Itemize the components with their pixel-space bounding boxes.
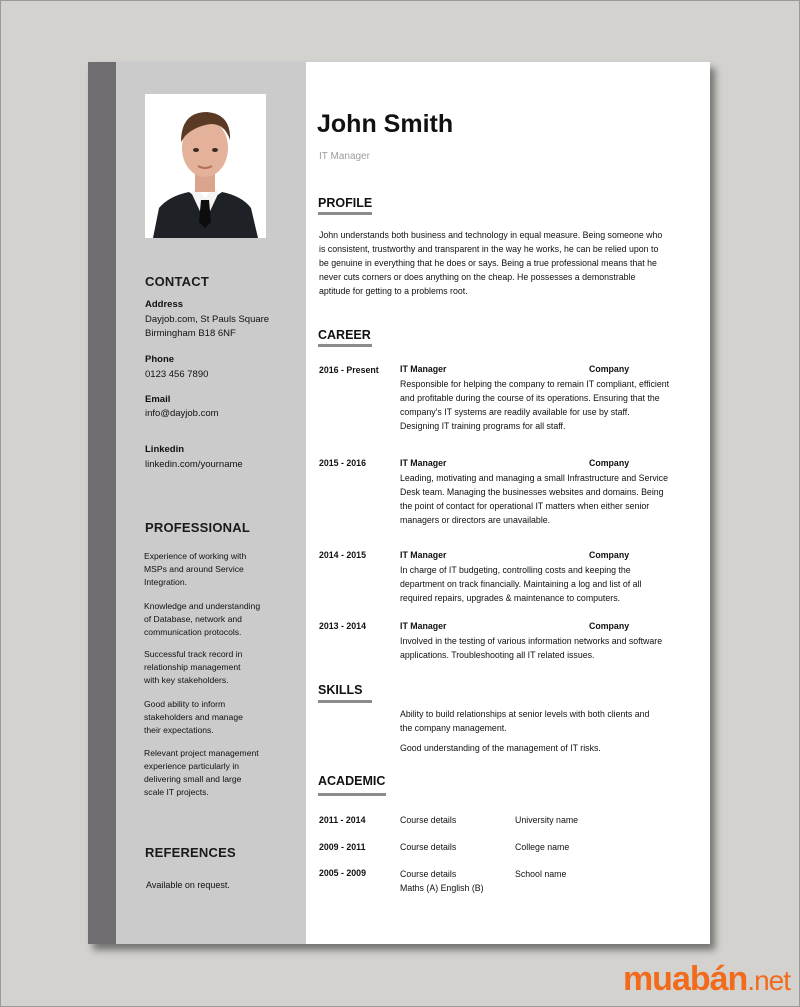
- job-years: 2016 - Present: [319, 365, 379, 375]
- professional-item: Successful track record in relationship management with key stakeholders.: [144, 649, 243, 685]
- email-label: Email: [145, 394, 171, 405]
- sidebar-strip: [88, 62, 116, 944]
- career-heading: CAREER: [318, 328, 371, 342]
- professional-heading: PROFESSIONAL: [145, 520, 250, 535]
- candidate-name: John Smith: [317, 110, 454, 138]
- job-company: Company: [589, 458, 630, 468]
- job-title: IT Manager: [400, 550, 447, 560]
- person-portrait-icon: [145, 94, 266, 238]
- job-company: Company: [589, 550, 630, 560]
- resume-page: [88, 62, 710, 944]
- phone-label: Phone: [145, 354, 175, 365]
- skill-item: Ability to build relationships at senior levels with both clients and the company management.: [400, 709, 650, 733]
- academic-course: Course details: [400, 842, 457, 852]
- job-description: Involved in the testing of various information networks and software applications. Troubleshooting all IT related issues.: [400, 636, 663, 660]
- job-company: Company: [589, 364, 630, 374]
- skill-item: Good understanding of the management of IT risks.: [400, 743, 601, 753]
- address-label: Address: [145, 299, 184, 310]
- references-text: Available on request.: [146, 880, 230, 890]
- professional-item: Good ability to inform stakeholders and manage their expectations.: [144, 699, 243, 735]
- academic-school: University name: [515, 815, 579, 825]
- academic-school: School name: [515, 869, 567, 879]
- job-company: Company: [589, 621, 630, 631]
- address-value: Dayjob.com, St Pauls Square Birmingham B18 6NF: [145, 314, 270, 339]
- skills-heading: SKILLS: [318, 683, 363, 697]
- profile-photo: [145, 94, 266, 238]
- job-title: IT Manager: [400, 364, 447, 374]
- academic-course: Course details: [400, 815, 457, 825]
- profile-underline: [318, 212, 372, 215]
- job-title: IT Manager: [400, 458, 447, 468]
- phone-value: 0123 456 7890: [145, 369, 209, 380]
- candidate-role: IT Manager: [319, 151, 370, 162]
- job-title: IT Manager: [400, 621, 447, 631]
- watermark-suffix: .net: [747, 965, 790, 996]
- job-description: Responsible for helping the company to remain IT compliant, efficient and profitable during the course of its operations. Ensuring that the company's IT systems are readily available for use by staff. Designing IT training programs for all staff.: [400, 379, 670, 431]
- job-years: 2014 - 2015: [319, 550, 366, 560]
- linkedin-label: Linkedin: [145, 444, 185, 455]
- watermark-brand: muabán: [622, 960, 748, 998]
- academic-years: 2009 - 2011: [319, 842, 366, 852]
- job-years: 2015 - 2016: [319, 458, 366, 468]
- profile-text: John understands both business and technology in equal measure. Being someone who is consistent, trustworthy and transparent in the way he works, he can be relied upon to be genuine in everything that he does or says. Being a true professional means that he never cuts corners or does anything on the cheap. He possesses a demonstrable aptitude for getting to a problems root.: [319, 230, 663, 296]
- academic-grades: Maths (A) English (B): [400, 883, 484, 893]
- contact-heading: CONTACT: [145, 274, 209, 289]
- academic-heading: ACADEMIC: [318, 774, 386, 788]
- references-heading: REFERENCES: [145, 845, 236, 860]
- watermark-logo: [623, 960, 790, 999]
- linkedin-value: linkedin.com/yourname: [145, 459, 243, 470]
- professional-item: Knowledge and understanding of Database, network and communication protocols.: [144, 601, 261, 637]
- skills-underline: [318, 700, 372, 703]
- email-value: info@dayjob.com: [145, 408, 219, 419]
- professional-item: Experience of working with MSPs and around Service Integration.: [144, 551, 247, 587]
- career-underline: [318, 344, 372, 347]
- profile-heading: PROFILE: [318, 196, 373, 210]
- academic-underline: [318, 793, 386, 796]
- job-years: 2013 - 2014: [319, 621, 366, 631]
- job-description: In charge of IT budgeting, controlling costs and keeping the department on track financially. Maintaining a log and list of all required repairs, upgrades & maintenance to computers.: [400, 565, 642, 603]
- job-description: Leading, motivating and managing a small Infrastructure and Service Desk team. Managing the businesses websites and domains. Being the point of contact for operational IT matters when either senior managers or directors are unavailable.: [400, 473, 668, 525]
- academic-school: College name: [515, 842, 570, 852]
- academic-years: 2005 - 2009: [319, 868, 366, 878]
- academic-years: 2011 - 2014: [319, 815, 366, 825]
- academic-course: Course details: [400, 869, 457, 879]
- professional-item: Relevant project management experience particularly in delivering small and large scale IT projects.: [144, 748, 259, 797]
